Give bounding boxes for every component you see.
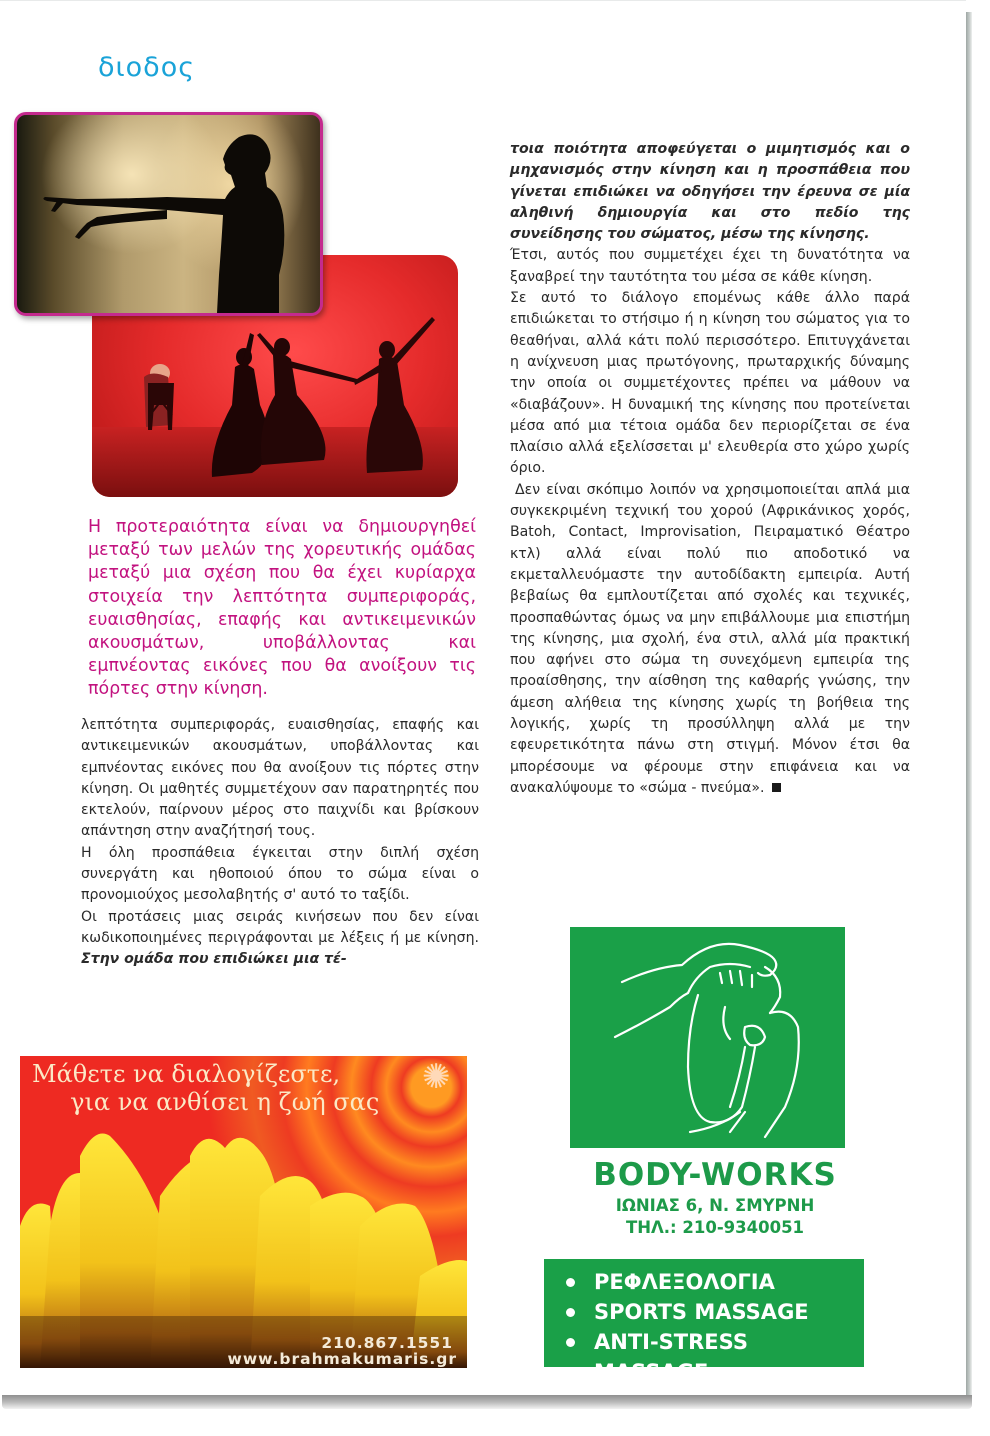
meditation-ad [20, 1056, 467, 1368]
pull-quote: Η προτεραιότητα είναι να δημιουργηθεί μεταξύ των μελών της χορευτικής ομάδας μεταξύ μια σχέση που θα έχει κυρίαρχα στοιχεία την λεπτότητα συμπεριφοράς, ευαισθησίας, επαφής και αντικειμενικών ακουσμάτων, υποβάλλοντας και εμπνέοντας εικόνες που θα ανοίξουν τις πόρτες στην κίνηση. [88, 517, 476, 700]
paragraph: Η όλη προσπάθεια έγκειται στην διπλή σχέση συνεργάτη και ηθοποιού όπου το σώμα είναι ο προνομιούχος μεσολαβητής σ' αυτό το ταξίδι. [81, 844, 479, 904]
service-item [566, 1327, 864, 1387]
ad-phone: 210.867.1551 [321, 1334, 453, 1352]
paragraph-text: Οι προτάσεις μιας σειράς κινήσεων που δεν είναι κωδικοποιημένες περιγράφονται με λέξεις ή με κίνηση. [81, 908, 479, 946]
article-column-right [510, 139, 910, 799]
paragraph [81, 907, 479, 971]
page-shadow-bottom [2, 1395, 972, 1409]
ad-headline: Μάθετε να διαλογίζεστε, για να ανθίσει η ζωή σας [32, 1060, 380, 1116]
paragraph-text: Δεν είναι σκόπιμο λοιπόν να χρησιμοποιείται απλά μια συγκεκριμένη τεχνική του χορού (Αφρικάνικος χορός, Batoh, Contact, Improvisation, Πειραματικό Θέατρο κτλ) αλλά είναι πολύ πιο αποδοτικό να εκμεταλλευόμαστε την αυτοδίδακτη εμπειρία. Αυτή βεβαίως θα εμπλουτίζεται από σχολές και τεχνικές, προσπαθώντας όμως να μην επιβάλλουμε μια επιστήμη της κίνησης, μια σχολή, ένα στιλ, αλλά μία πρακτική που αφήνει στο σώμα τη συνεχόμενη εμπειρία της προαίσθησης, την αίσθηση της καθαρής γνώσης, την άμεση αλήθεια της κίνησης χωρίς τη βοήθεια της λογικής, χωρίς τη προσύλληψη αλλά με την εφευρετικότητα πάνω στη στιγμή. Μόνον έτσι θα μπορέσουμε να φέρουμε στην επιφάνεια και να ανακαλύψουμε το «σώμα - πνεύμα». [510, 481, 910, 796]
service-label: ANTI-STRESS MASSAGE [594, 1330, 748, 1384]
page-shadow-right [966, 12, 972, 1402]
ad-website[interactable]: www.brahmakumaris.gr [227, 1350, 457, 1368]
dancer-silhouette-photo [14, 112, 323, 316]
bodyworks-illustration [570, 927, 845, 1148]
service-item [566, 1267, 864, 1297]
paragraph [510, 480, 910, 799]
service-label: ΡΕΦΛΕΞΟΛΟΓΙΑ [594, 1270, 775, 1294]
foot-massage-illustration [570, 927, 845, 1148]
service-item [566, 1297, 864, 1327]
paragraph: Σε αυτό το διάλογο επομένως κάθε άλλο παρά επιδιώκεται το στήσιμο ή η κίνηση του σώματος για το θεαθήναι, αλλά κάτι πολύ περισσότερο. Επιτυγχάνεται η ανίχνευση μιας πρωτόγονης, πρωταρχικής δύναμης την οποία οι συμμετέχοντες πρέπει να μάθουν να «διαβάζουν». Η δυναμική της κίνησης που προτείνεται μέσα από μια τέτοια ομάδα δεν περιορίζεται σε ένα πλαίσιο αλλά εξελίσσεται μ' ελευθερία στο χώρο χωρίς όριο. [510, 290, 910, 477]
dancer-silhouette [17, 115, 320, 313]
paragraph: Έτσι, αυτός που συμμετέχει έχει τη δυνατότητα να ξαναβρεί την ταυτότητα του μέσα σε κάθε κίνηση. [510, 247, 910, 285]
sun-emblem-icon: ✺ [422, 1057, 451, 1097]
paragraph-emphasis: τοια ποιότητα αποφεύγεται ο μιμητισμός και ο μηχανισμός στην κίνηση και η προσπάθεια που γίνεται επιδιώκει να οδηγήσει την έρευνα σε μία αληθινή δημιουργία και στο πεδίο της συνείδησης του σώματος, μέσω της κίνησης. [510, 141, 910, 243]
seated-figure [144, 364, 174, 430]
business-name: BODY-WORKS [593, 1157, 837, 1193]
bullet-icon [566, 1278, 575, 1287]
business-phone: ΤΗΛ.: 210-9340051 [625, 1218, 805, 1237]
paragraph-emphasis: Στην ομάδα που επιδιώκει μια τέ- [81, 951, 347, 968]
service-label: SPORTS MASSAGE [594, 1300, 809, 1324]
magazine-logo: διοδος [98, 52, 196, 83]
bullet-icon [566, 1338, 575, 1347]
paragraph: λεπτότητα συμπεριφοράς, ευαισθησίας, επαφής και αντικειμενικών ακουσμάτων, υποβάλλοντας και εμπνέοντας εικόνες που θα ανοίξουν τις πόρτες στην κίνηση. Οι μαθητές συμμετέχουν σαν παρατηρητές που εκτελούν, παίρνουν μέρος στο παιχνίδι και βρίσκουν απάντηση στην αναζήτησή τους. [81, 717, 479, 840]
business-address: ΙΩΝΙΑΣ 6, Ν. ΣΜΥΡΝΗ [615, 1196, 815, 1215]
bodyworks-brand [570, 1155, 860, 1239]
end-of-article-icon [772, 783, 781, 792]
bullet-icon [566, 1308, 575, 1317]
services-list [544, 1259, 864, 1384]
article-column-left [81, 715, 479, 971]
